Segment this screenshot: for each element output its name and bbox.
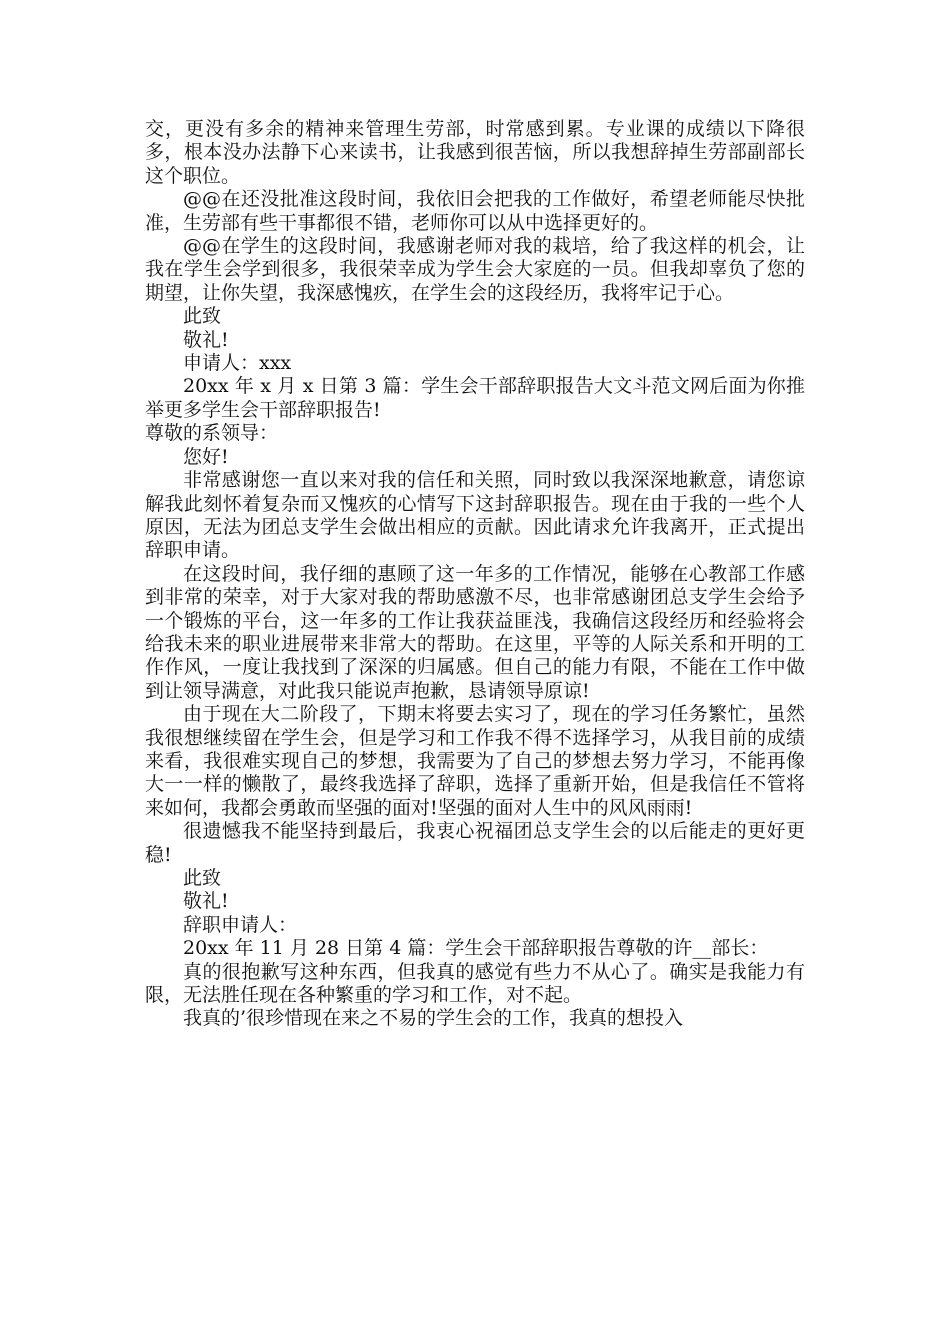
paragraph: @@在学生的这段时间，我感谢老师对我的栽培，给了我这样的机会，让我在学生会学到很多，我很荣幸成为学生会大家庭的一员。但我却辜负了您的期望，让你失望，我深感愧疚，在学生会的这段经历，我将牢记于心。 bbox=[145, 235, 805, 304]
closing-salute: 敬礼! bbox=[183, 890, 229, 913]
paragraph-continued: 交，更没有多余的精神来管理生劳部，时常感到累。专业课的成绩以下降很多，根本没办法静下心来读书，让我感到很苦恼，所以我想辞掉生劳部副部长这个职位。 bbox=[145, 118, 805, 187]
applicant-signature: 辞职申请人： bbox=[183, 913, 298, 936]
paragraph-truncated: 我真的’很珍惜现在来之不易的学生会的工作，我真的想投入 bbox=[183, 1007, 684, 1030]
document-page bbox=[145, 118, 805, 1031]
applicant-signature: 申请人：xxx bbox=[183, 352, 292, 375]
paragraph: 非常感谢您一直以来对我的信任和关照，同时致以我深深地歉意，请您谅解我此刻怀着复杂而又愧疚的心情写下这封辞职报告。现在由于我的一些个人原因，无法为团总支学生会做出相应的贡献。因此请求允许我离开，正式提出辞职申请。 bbox=[145, 469, 805, 562]
paragraph: 真的很抱歉写这种东西，但我真的感觉有些力不从心了。确实是我能力有限，无法胜任现在各种繁重的学习和工作，对不起。 bbox=[145, 960, 805, 1007]
salutation: 尊敬的系领导： bbox=[145, 422, 279, 445]
paragraph: 由于现在大二阶段了，下期末将要去实习了，现在的学习任务繁忙，虽然我很想继续留在学生会，但是学习和工作我不得不选择学习，从我目前的成绩来看，我很难实现自己的梦想，我需要为了自己的梦想去努力学习，不能再像大一一样的懒散了，最终我选择了辞职，选择了重新开始，但是我信任不管将来如何，我都会勇敢而坚强的面对!坚强的面对人生中的风风雨雨! bbox=[145, 703, 805, 819]
paragraph: @@在还没批准这段时间，我依旧会把我的工作做好，希望老师能尽快批准，生劳部有些干事都很不错，老师你可以从中选择更好的。 bbox=[145, 188, 805, 234]
date-and-next-article: 20xx 年 x 月 x 日第 3 篇：学生会干部辞职报告大文斗范文网后面为你推举更多学生会干部辞职报告! bbox=[145, 375, 805, 421]
closing-salute: 敬礼! bbox=[183, 328, 229, 351]
date-and-next-article: 20xx 年 11 月 28 日第 4 篇：学生会干部辞职报告尊敬的许__部长： bbox=[183, 937, 769, 960]
paragraph: 很遗憾我不能坚持到最后，我衷心祝福团总支学生会的以后能走的更好更稳! bbox=[145, 820, 805, 866]
closing-line: 此致 bbox=[183, 305, 222, 328]
closing-line: 此致 bbox=[183, 867, 222, 889]
paragraph: 在这段时间，我仔细的惠顾了这一年多的工作情况，能够在心教部工作感到非常的荣幸，对于大家对我的帮助感激不尽，也非常感谢团总支学生会给予一个锻炼的平台，这一年多的工作让我获益匪浅，我确信这段经历和经验将会给我未来的职业进展带来非常大的帮助。在这里，平等的人际关系和开明的工作作风，一度让我找到了深深的归属感。但自己的能力有限，不能在工作中做到让领导满意，对此我只能说声抱歉，恳请领导原谅! bbox=[145, 562, 805, 702]
greeting: 您好! bbox=[183, 445, 229, 468]
